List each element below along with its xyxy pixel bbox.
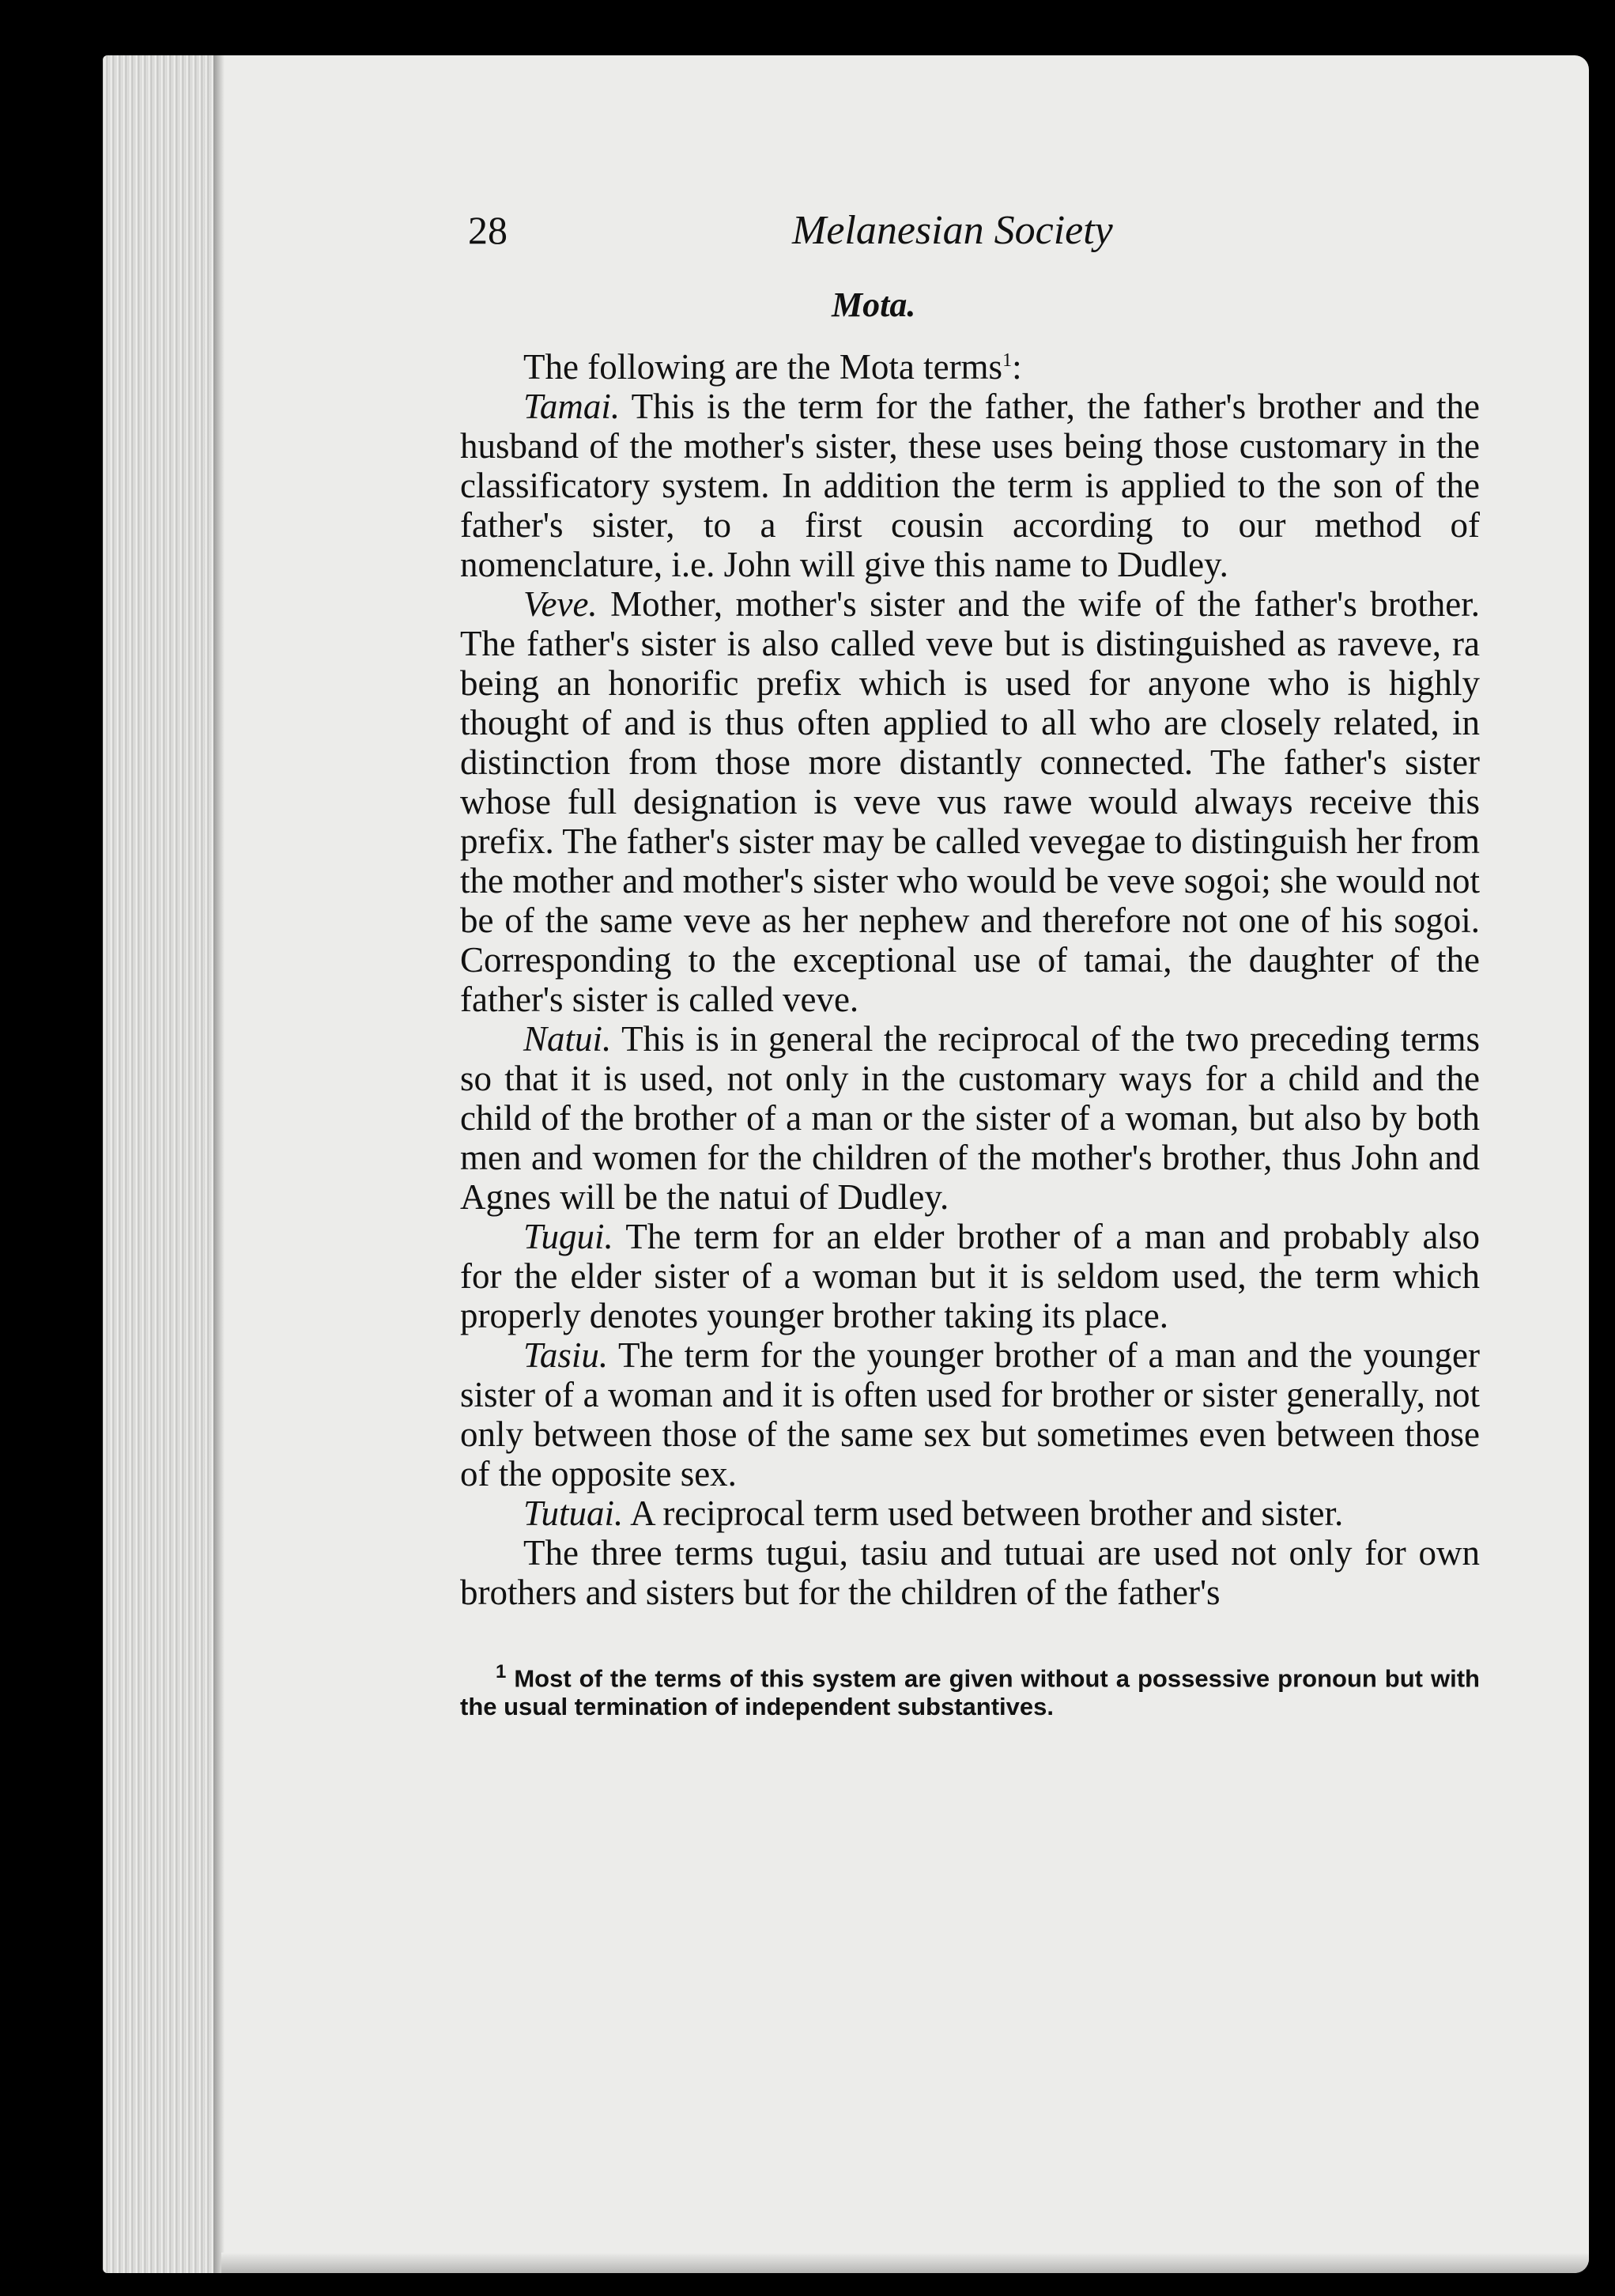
- entry-text: This is in general the reciprocal of the two preceding terms so that it is used, not only in the customary ways for a child and the child of the brother of a man or the sister of a woman, but also by both men and women for the children of the mother's brother, thus John and Agnes will be the natui of Dudley.: [460, 1019, 1480, 1217]
- entry-text: This is the term for the father, the father's brother and the husband of the mother's sister, these uses being those customary in the classificatory system. In addition the term is applied to the son of the father's sister, to a first cousin according to our method of nomenclature, i.e. John will give this name to Dudley.: [460, 387, 1480, 584]
- entry-text: The term for an elder brother of a man and probably also for the elder sister of a woman but it is seldom used, the term which properly denotes younger brother taking its place.: [460, 1217, 1480, 1335]
- entry-term: Tugui.: [523, 1217, 613, 1256]
- entry-text: A reciprocal term used between brother and sister.: [623, 1494, 1344, 1533]
- text-block: [460, 207, 1480, 1721]
- entry-term: Tutuai.: [523, 1494, 624, 1533]
- intro-paragraph: [460, 341, 1480, 387]
- closing-paragraph: The three terms tugui, tasiu and tutuai are used not only for own brothers and sisters but for the children of the father's: [460, 1533, 1480, 1612]
- entry-term: Veve.: [523, 584, 598, 624]
- gutter-shadow: [213, 55, 225, 2273]
- page-bottom-edge: [221, 2253, 1589, 2273]
- entry-text: Mother, mother's sister and the wife of the father's brother. The father's sister is also called veve but is distinguished as raveve, ra being an honorific prefix which is used for anyone who is highly thought of and is thus often applied to all who are closely related, in distinction from those more distantly connected. The father's sister whose full designation is veve vus rawe would always receive this prefix. The father's sister may be called vevegae to distinguish her from the mother and mother's sister who would be veve sogoi; she would not be of the same veve as her nephew and therefore not one of his sogoi. Corresponding to the exceptional use of tamai, the daughter of the father's sister is called veve.: [460, 584, 1480, 1019]
- footnote-number: 1: [496, 1661, 507, 1682]
- page-gutter: [103, 55, 221, 2273]
- entry-text: The term for the younger brother of a man and the younger sister of a woman and it is often used for brother or sister generally, not only between those of the same sex but sometimes even between those of the opposite sex.: [460, 1335, 1480, 1494]
- entry-paragraph: [460, 584, 1480, 1019]
- section-title: Mota.: [832, 285, 916, 324]
- page-number: 28: [468, 208, 508, 252]
- entry-term: Tasiu.: [523, 1335, 609, 1375]
- entry-term: Natui.: [523, 1019, 612, 1059]
- entry-paragraph: [460, 1494, 1480, 1533]
- entry-paragraph: [460, 387, 1480, 584]
- footnote: [460, 1658, 1480, 1721]
- entry-paragraph: [460, 1217, 1480, 1335]
- entry-paragraph: [460, 1019, 1480, 1217]
- running-title: Melanesian Society: [792, 208, 1113, 253]
- intro-text: The following are the Mota terms: [523, 347, 1003, 387]
- entry-paragraph: [460, 1335, 1480, 1494]
- footnote-text: Most of the terms of this system are given without a possessive pronoun but with the usual termination of independent substantives.: [460, 1664, 1480, 1721]
- footnote-mark: 1: [1002, 350, 1013, 371]
- intro-end: :: [1012, 347, 1022, 387]
- entry-term: Tamai.: [523, 387, 621, 426]
- running-head: [460, 207, 1480, 278]
